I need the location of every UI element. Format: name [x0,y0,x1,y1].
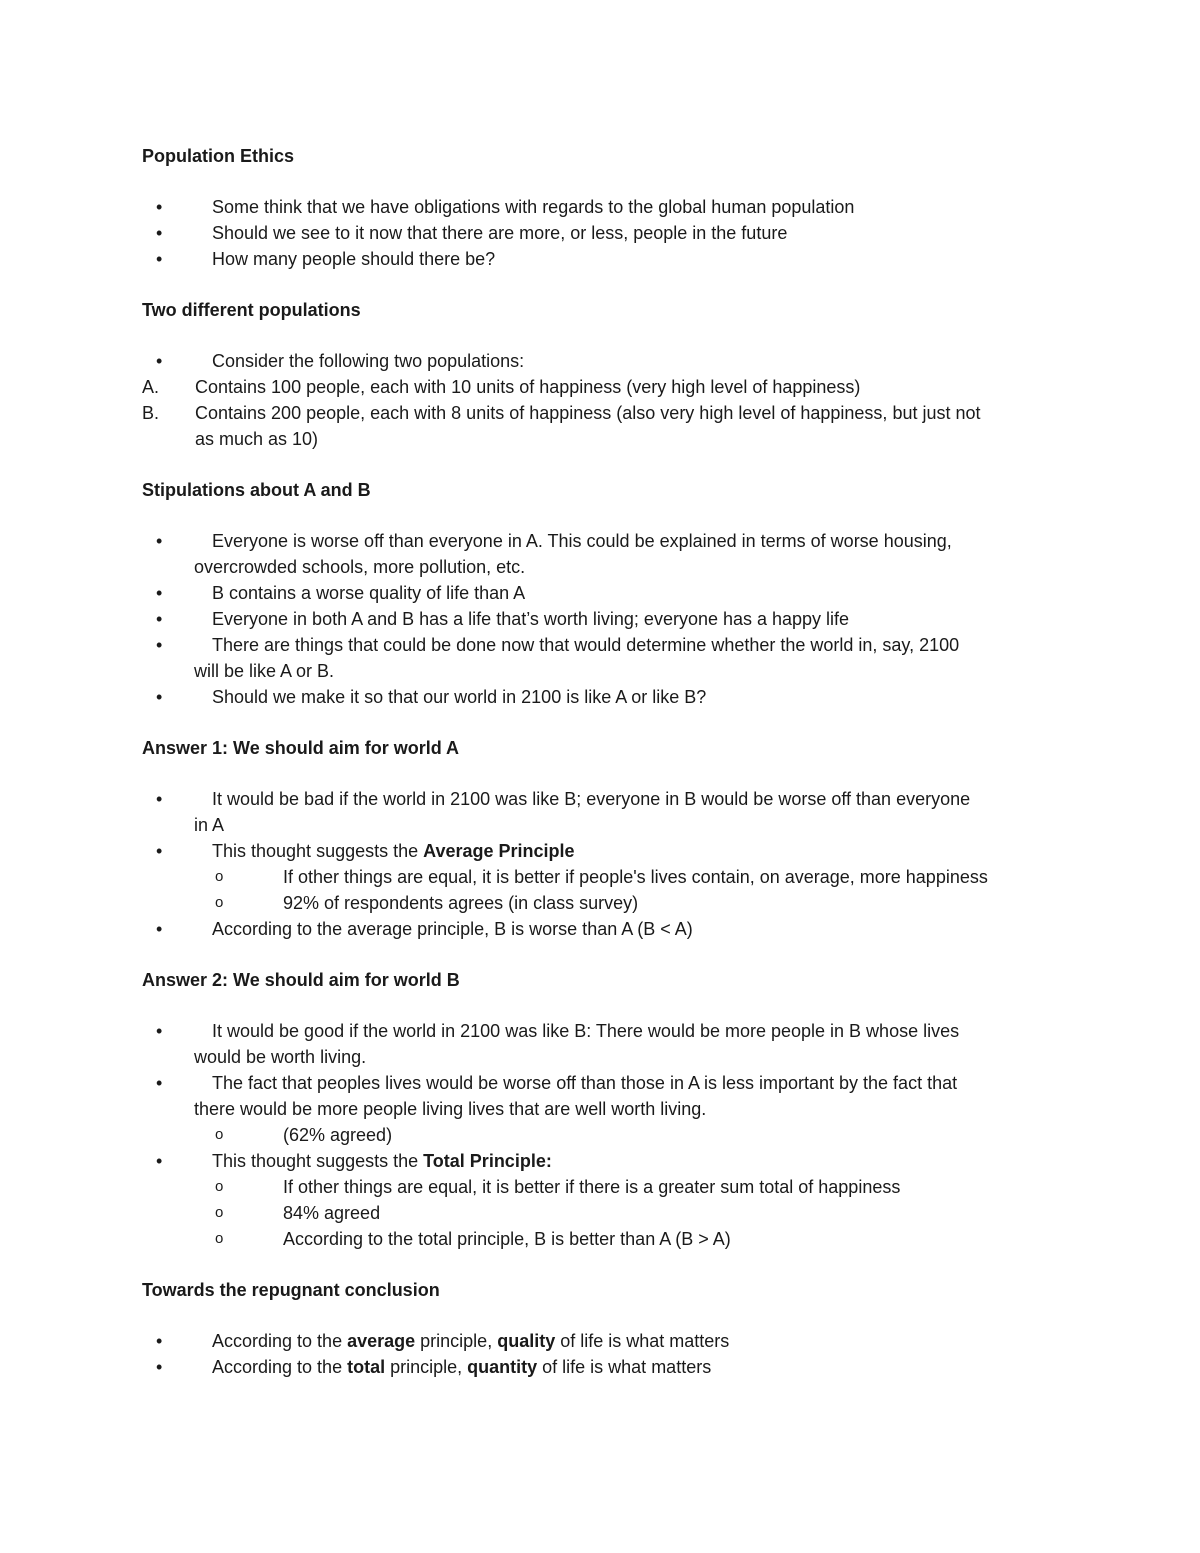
bullet-icon: • [156,197,163,217]
sub-list-item: o If other things are equal, it is better if people's lives contain, on average, more happiness [142,864,1072,890]
bullet-list [142,786,1072,942]
circle-bullet-icon: o [215,1126,224,1143]
bullet-list [142,348,1072,452]
lettered-item-b: B. Contains 200 people, each with 8 units of happiness (also very high level of happiness, but just not as much as 10) [142,400,1072,452]
bullet-list [142,528,1072,710]
bullet-icon: • [156,789,163,809]
list-item: • According to the average principle, quality of life is what matters [142,1328,1072,1354]
circle-bullet-icon: o [215,894,224,911]
heading-two-populations: Two different populations [142,300,361,320]
list-item: • Everyone is worse off than everyone in A. This could be explained in terms of worse housing, overcrowded schools, more pollution, etc. [142,528,1072,580]
bullet-icon: • [156,841,163,861]
list-item: • There are things that could be done now that would determine whether the world in, say, 2100 will be like A or B. [142,632,1072,684]
list-item: • Some think that we have obligations with regards to the global human population [142,194,1072,220]
bullet-icon: • [156,1357,163,1377]
heading-answer-2: Answer 2: We should aim for world B [142,970,460,990]
list-item: • According to the total principle, quantity of life is what matters [142,1354,1072,1380]
bullet-icon: • [156,609,163,629]
bullet-list [142,194,1072,272]
heading-answer-1: Answer 1: We should aim for world A [142,738,460,758]
list-item: • It would be bad if the world in 2100 was like B; everyone in B would be worse off than everyone in A [142,786,1072,838]
bullet-icon: • [156,351,163,371]
heading-stipulations: Stipulations about A and B [142,480,371,500]
sub-list-item: o 92% of respondents agrees (in class survey) [142,890,1072,916]
sub-list-item: o 84% agreed [142,1200,1072,1226]
list-item: • It would be good if the world in 2100 was like B: There would be more people in B whose lives would be worth living. [142,1018,1072,1070]
bullet-icon: • [156,1073,163,1093]
bullet-icon: • [156,223,163,243]
bullet-list [142,1018,1072,1252]
bullet-icon: • [156,687,163,707]
list-item: • Consider the following two populations: [142,348,1072,374]
bullet-icon: • [156,531,163,551]
list-item: • This thought suggests the Average Principle [142,838,1072,864]
document-content [142,143,1072,1380]
sub-list-item: o If other things are equal, it is better if there is a greater sum total of happiness [142,1174,1072,1200]
circle-bullet-icon: o [215,1178,224,1195]
circle-bullet-icon: o [215,868,224,885]
bullet-icon: • [156,249,163,269]
letter-marker: A. [142,377,160,397]
bullet-list [142,1328,1072,1380]
list-item: • The fact that peoples lives would be worse off than those in A is less important by the fact that there would be more people living lives that are well worth living. [142,1070,1072,1122]
sub-list-item: o According to the total principle, B is better than A (B > A) [142,1226,1072,1252]
heading-population-ethics: Population Ethics [142,146,295,166]
bullet-icon: • [156,583,163,603]
bullet-icon: • [156,1151,163,1171]
list-item: • B contains a worse quality of life than A [142,580,1072,606]
list-item: • Should we make it so that our world in 2100 is like A or like B? [142,684,1072,710]
list-item: • Should we see to it now that there are more, or less, people in the future [142,220,1072,246]
list-item: • How many people should there be? [142,246,1072,272]
bullet-icon: • [156,1021,163,1041]
total-principle-term: Total Principle [423,1151,546,1171]
average-principle-term: Average Principle [423,841,575,861]
list-item: • According to the average principle, B is worse than A (B < A) [142,916,1072,942]
list-item: • This thought suggests the Total Principle: [142,1148,1072,1174]
circle-bullet-icon: o [215,1230,224,1247]
sub-list-item: o (62% agreed) [142,1122,1072,1148]
letter-marker: B. [142,403,160,423]
heading-repugnant-conclusion: Towards the repugnant conclusion [142,1280,440,1300]
lettered-item-a: A. Contains 100 people, each with 10 units of happiness (very high level of happiness) [142,374,1072,400]
bullet-icon: • [156,919,163,939]
bullet-icon: • [156,635,163,655]
circle-bullet-icon: o [215,1204,224,1221]
list-item: • Everyone in both A and B has a life that’s worth living; everyone has a happy life [142,606,1072,632]
bullet-icon: • [156,1331,163,1351]
